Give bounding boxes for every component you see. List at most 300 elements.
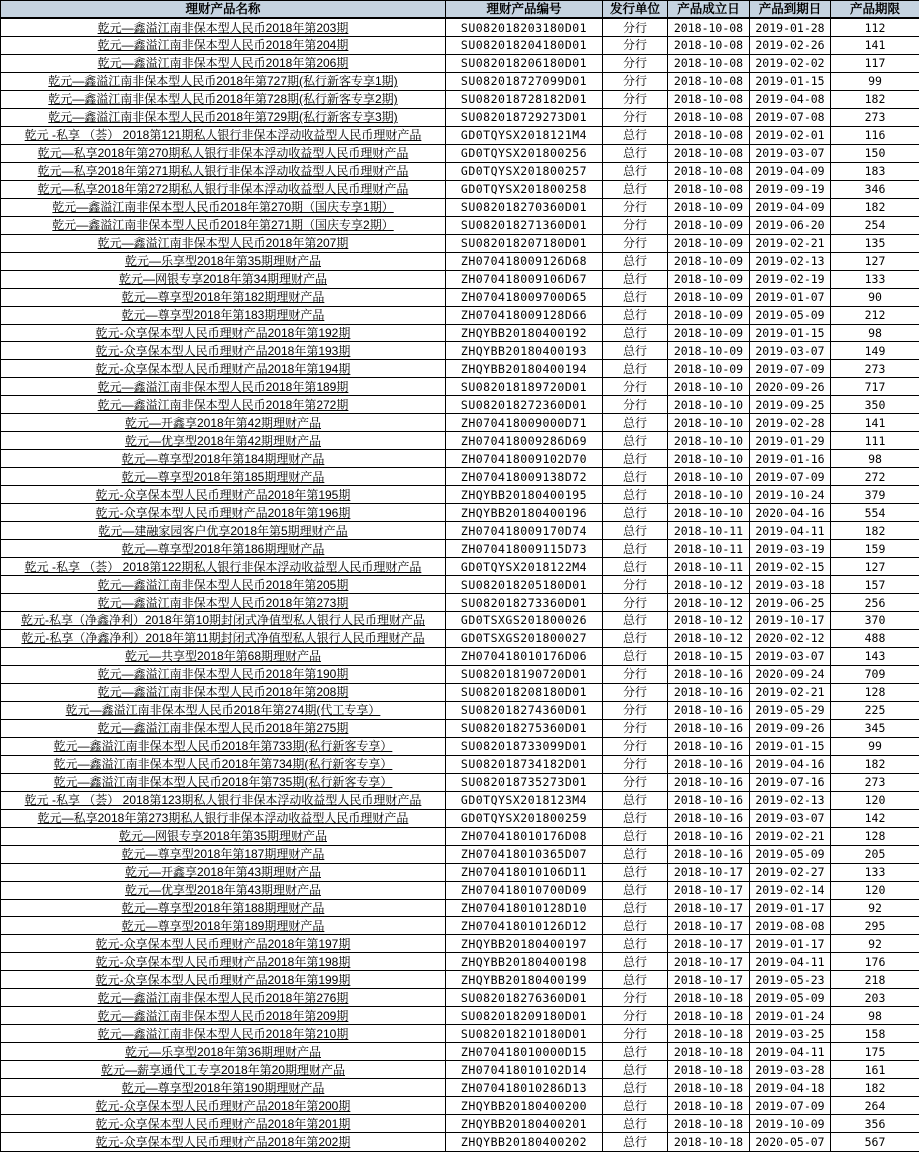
table-row	[1, 647, 919, 665]
product-name-link[interactable]: 乾元—鑫溢江南非保本型人民币2018年第203期	[1, 18, 446, 37]
maturity-date: 2019-01-17	[750, 899, 831, 917]
term-days: 254	[831, 216, 919, 234]
table-header	[1, 1, 919, 19]
issuing-unit: 总行	[603, 863, 668, 881]
product-name-link[interactable]: 乾元—鑫溢江南非保本型人民币2018年第271期（国庆专享2期）	[1, 216, 446, 234]
maturity-date: 2019-05-09	[750, 989, 831, 1007]
product-code: ZHQYBB20180400192	[446, 324, 603, 342]
term-days: 150	[831, 144, 919, 162]
maturity-date: 2019-01-16	[750, 450, 831, 468]
establish-date: 2018-10-18	[668, 1007, 750, 1025]
product-name-link[interactable]: 乾元—鑫溢江南非保本型人民币2018年第272期	[1, 396, 446, 414]
product-name-link[interactable]: 乾元—尊享型2018年第188期理财产品	[1, 899, 446, 917]
table-row	[1, 665, 919, 683]
product-name-link[interactable]: 乾元—鑫溢江南非保本型人民币2018年第728期(私行新客专享2期)	[1, 90, 446, 108]
product-name-link[interactable]: 乾元—开鑫享2018年第42期理财产品	[1, 414, 446, 432]
product-name-link[interactable]: 乾元—网银专享2018年第34期理财产品	[1, 270, 446, 288]
product-name-link[interactable]: 乾元-众享保本型人民币理财产品2018年第198期	[1, 953, 446, 971]
table-row	[1, 504, 919, 522]
term-days: 273	[831, 360, 919, 378]
maturity-date: 2019-06-25	[750, 594, 831, 612]
issuing-unit: 分行	[603, 773, 668, 791]
product-name-link[interactable]: 乾元—鑫溢江南非保本型人民币2018年第209期	[1, 1007, 446, 1025]
term-days: 111	[831, 432, 919, 450]
table-row	[1, 162, 919, 180]
establish-date: 2018-10-16	[668, 809, 750, 827]
term-days: 112	[831, 18, 919, 37]
term-days: 157	[831, 576, 919, 594]
establish-date: 2018-10-09	[668, 360, 750, 378]
product-name-link[interactable]: 乾元—尊享型2018年第184期理财产品	[1, 450, 446, 468]
product-name-link[interactable]: 乾元 -私享 （荟） 2018第121期私人银行非保本浮动收益型人民币理财产品	[1, 126, 446, 144]
establish-date: 2018-10-11	[668, 558, 750, 576]
product-name-link[interactable]: 乾元—尊享型2018年第190期理财产品	[1, 1079, 446, 1097]
product-code: GD0TQYSX201800259	[446, 809, 603, 827]
issuing-unit: 总行	[603, 558, 668, 576]
term-days: 554	[831, 504, 919, 522]
establish-date: 2018-10-10	[668, 468, 750, 486]
product-name-link[interactable]: 乾元 -私享 （荟） 2018第123期私人银行非保本浮动收益型人民币理财产品	[1, 791, 446, 809]
table-row	[1, 396, 919, 414]
table-row	[1, 234, 919, 252]
product-name-link[interactable]: 乾元—鑫溢江南非保本型人民币2018年第727期(私行新客专享1期)	[1, 72, 446, 90]
issuing-unit: 分行	[603, 989, 668, 1007]
maturity-date: 2020-09-26	[750, 378, 831, 396]
issuing-unit: 分行	[603, 37, 668, 55]
product-code: ZHQYBB20180400200	[446, 1097, 603, 1115]
table-row	[1, 414, 919, 432]
table-row	[1, 126, 919, 144]
table-row	[1, 683, 919, 701]
product-name-link[interactable]: 乾元—薪享通代工专享2018年第20期理财产品	[1, 1061, 446, 1079]
issuing-unit: 总行	[603, 486, 668, 504]
establish-date: 2018-10-11	[668, 522, 750, 540]
establish-date: 2018-10-10	[668, 486, 750, 504]
establish-date: 2018-10-18	[668, 1097, 750, 1115]
product-code: SU082018729273D01	[446, 108, 603, 126]
product-code: GD0TQYSX201800258	[446, 180, 603, 198]
establish-date: 2018-10-08	[668, 162, 750, 180]
table-row	[1, 863, 919, 881]
term-days: 356	[831, 1115, 919, 1133]
establish-date: 2018-10-09	[668, 306, 750, 324]
product-name-link[interactable]: 乾元—鑫溢江南非保本型人民币2018年第733期(私行新客专享）	[1, 737, 446, 755]
product-code: SU082018209180D01	[446, 1007, 603, 1025]
product-code: ZHQYBB20180400201	[446, 1115, 603, 1133]
issuing-unit: 总行	[603, 917, 668, 935]
issuing-unit: 总行	[603, 899, 668, 917]
establish-date: 2018-10-16	[668, 737, 750, 755]
term-days: 98	[831, 450, 919, 468]
product-code: ZH070418010365D07	[446, 845, 603, 863]
product-name-link[interactable]: 乾元—私享2018年第273期私人银行非保本浮动收益型人民币理财产品	[1, 809, 446, 827]
maturity-date: 2019-10-24	[750, 486, 831, 504]
product-code: SU082018205180D01	[446, 576, 603, 594]
product-code: ZH070418009106D67	[446, 270, 603, 288]
term-days: 205	[831, 845, 919, 863]
establish-date: 2018-10-10	[668, 432, 750, 450]
table-row	[1, 72, 919, 90]
table-row	[1, 612, 919, 630]
product-name-link[interactable]: 乾元—尊享型2018年第185期理财产品	[1, 468, 446, 486]
maturity-date: 2019-02-21	[750, 827, 831, 845]
product-name-link[interactable]: 乾元—开鑫享2018年第43期理财产品	[1, 863, 446, 881]
establish-date: 2018-10-16	[668, 845, 750, 863]
product-name-link[interactable]: 乾元 -私享 （荟） 2018第122期私人银行非保本浮动收益型人民币理财产品	[1, 558, 446, 576]
product-name-link[interactable]: 乾元-众享保本型人民币理财产品2018年第199期	[1, 971, 446, 989]
table-row	[1, 1043, 919, 1061]
establish-date: 2018-10-08	[668, 144, 750, 162]
product-code: SU082018207180D01	[446, 234, 603, 252]
maturity-date: 2019-01-29	[750, 432, 831, 450]
maturity-date: 2019-03-07	[750, 809, 831, 827]
product-name-link[interactable]: 乾元—鑫溢江南非保本型人民币2018年第206期	[1, 54, 446, 72]
column-header-term-days: 产品期限	[831, 1, 919, 19]
table-row	[1, 1079, 919, 1097]
product-code: SU082018275360D01	[446, 719, 603, 737]
maturity-date: 2020-02-12	[750, 629, 831, 647]
product-name-link[interactable]: 乾元—鑫溢江南非保本型人民币2018年第204期	[1, 37, 446, 55]
issuing-unit: 总行	[603, 1079, 668, 1097]
issuing-unit: 分行	[603, 683, 668, 701]
maturity-date: 2019-03-28	[750, 1061, 831, 1079]
product-name-link[interactable]: 乾元—建融家园客户优享2018年第5期理财产品	[1, 522, 446, 540]
term-days: 133	[831, 270, 919, 288]
issuing-unit: 分行	[603, 234, 668, 252]
product-name-link[interactable]: 乾元—鑫溢江南非保本型人民币2018年第189期	[1, 378, 446, 396]
term-days: 488	[831, 629, 919, 647]
term-days: 135	[831, 234, 919, 252]
product-code: ZH070418010126D12	[446, 917, 603, 935]
table-row	[1, 144, 919, 162]
term-days: 182	[831, 755, 919, 773]
table-row	[1, 216, 919, 234]
product-name-link[interactable]: 乾元-众享保本型人民币理财产品2018年第194期	[1, 360, 446, 378]
term-days: 143	[831, 647, 919, 665]
establish-date: 2018-10-16	[668, 701, 750, 719]
establish-date: 2018-10-18	[668, 1133, 750, 1152]
issuing-unit: 总行	[603, 809, 668, 827]
product-code: ZH070418009102D70	[446, 450, 603, 468]
term-days: 225	[831, 701, 919, 719]
product-name-link[interactable]: 乾元-众享保本型人民币理财产品2018年第195期	[1, 486, 446, 504]
issuing-unit: 总行	[603, 288, 668, 306]
issuing-unit: 分行	[603, 1007, 668, 1025]
maturity-date: 2019-01-07	[750, 288, 831, 306]
product-name-link[interactable]: 乾元—私享2018年第270期私人银行非保本浮动收益型人民币理财产品	[1, 144, 446, 162]
table-row	[1, 755, 919, 773]
term-days: 182	[831, 90, 919, 108]
table-row	[1, 1007, 919, 1025]
product-code: ZHQYBB20180400194	[446, 360, 603, 378]
issuing-unit: 总行	[603, 432, 668, 450]
table-row	[1, 899, 919, 917]
issuing-unit: 分行	[603, 1025, 668, 1043]
product-name-link[interactable]: 乾元—鑫溢江南非保本型人民币2018年第190期	[1, 665, 446, 683]
table-row	[1, 270, 919, 288]
product-code: ZH070418010176D08	[446, 827, 603, 845]
product-code: ZHQYBB20180400195	[446, 486, 603, 504]
maturity-date: 2019-02-02	[750, 54, 831, 72]
maturity-date: 2019-06-20	[750, 216, 831, 234]
product-code: GD0TSXGS201800027	[446, 629, 603, 647]
establish-date: 2018-10-09	[668, 198, 750, 216]
term-days: 116	[831, 126, 919, 144]
maturity-date: 2019-02-28	[750, 414, 831, 432]
product-code: ZH070418010700D09	[446, 881, 603, 899]
establish-date: 2018-10-08	[668, 126, 750, 144]
issuing-unit: 总行	[603, 450, 668, 468]
issuing-unit: 分行	[603, 54, 668, 72]
establish-date: 2018-10-10	[668, 414, 750, 432]
term-days: 379	[831, 486, 919, 504]
product-name-link[interactable]: 乾元—鑫溢江南非保本型人民币2018年第210期	[1, 1025, 446, 1043]
table-row	[1, 1115, 919, 1133]
product-name-link[interactable]: 乾元-私享（净鑫净利）2018年第11期封闭式净值型私人银行人民币理财产品	[1, 629, 446, 647]
product-code: ZHQYBB20180400202	[446, 1133, 603, 1152]
product-name-link[interactable]: 乾元-众享保本型人民币理财产品2018年第202期	[1, 1133, 446, 1152]
maturity-date: 2020-09-24	[750, 665, 831, 683]
product-code: SU082018727099D01	[446, 72, 603, 90]
issuing-unit: 总行	[603, 360, 668, 378]
maturity-date: 2019-05-23	[750, 971, 831, 989]
issuing-unit: 总行	[603, 935, 668, 953]
product-code: ZHQYBB20180400199	[446, 971, 603, 989]
product-code: SU082018733099D01	[446, 737, 603, 755]
product-code: GD0TQYSX2018121M4	[446, 126, 603, 144]
table-row	[1, 540, 919, 558]
establish-date: 2018-10-16	[668, 683, 750, 701]
establish-date: 2018-10-12	[668, 629, 750, 647]
table-row	[1, 576, 919, 594]
establish-date: 2018-10-12	[668, 612, 750, 630]
issuing-unit: 分行	[603, 378, 668, 396]
establish-date: 2018-10-18	[668, 1043, 750, 1061]
product-code: GD0TSXGS201800026	[446, 612, 603, 630]
product-name-link[interactable]: 乾元-众享保本型人民币理财产品2018年第192期	[1, 324, 446, 342]
maturity-date: 2019-04-08	[750, 90, 831, 108]
table-row	[1, 809, 919, 827]
product-code: ZH070418009000D71	[446, 414, 603, 432]
establish-date: 2018-10-10	[668, 450, 750, 468]
term-days: 350	[831, 396, 919, 414]
product-name-link[interactable]: 乾元—尊享型2018年第182期理财产品	[1, 288, 446, 306]
establish-date: 2018-10-11	[668, 540, 750, 558]
maturity-date: 2019-07-08	[750, 108, 831, 126]
product-name-link[interactable]: 乾元—鑫溢江南非保本型人民币2018年第273期	[1, 594, 446, 612]
issuing-unit: 总行	[603, 522, 668, 540]
product-name-link[interactable]: 乾元—乐享型2018年第36期理财产品	[1, 1043, 446, 1061]
product-name-link[interactable]: 乾元—优享型2018年第43期理财产品	[1, 881, 446, 899]
product-name-link[interactable]: 乾元-众享保本型人民币理财产品2018年第200期	[1, 1097, 446, 1115]
table-row	[1, 288, 919, 306]
product-code: ZH070418010102D14	[446, 1061, 603, 1079]
issuing-unit: 总行	[603, 306, 668, 324]
issuing-unit: 总行	[603, 1043, 668, 1061]
product-name-link[interactable]: 乾元—鑫溢江南非保本型人民币2018年第270期（国庆专享1期）	[1, 198, 446, 216]
establish-date: 2018-10-18	[668, 1115, 750, 1133]
product-code: ZH070418009115D73	[446, 540, 603, 558]
table-row	[1, 1025, 919, 1043]
product-code: GD0TQYSX2018123M4	[446, 791, 603, 809]
maturity-date: 2019-09-25	[750, 396, 831, 414]
issuing-unit: 分行	[603, 18, 668, 37]
column-header-issuing-unit: 发行单位	[603, 1, 668, 19]
product-name-link[interactable]: 乾元—私享2018年第272期私人银行非保本浮动收益型人民币理财产品	[1, 180, 446, 198]
product-name-link[interactable]: 乾元—尊享型2018年第186期理财产品	[1, 540, 446, 558]
product-name-link[interactable]: 乾元—鑫溢江南非保本型人民币2018年第735期(私行新客专享）	[1, 773, 446, 791]
maturity-date: 2019-07-09	[750, 1097, 831, 1115]
product-name-link[interactable]: 乾元-众享保本型人民币理财产品2018年第196期	[1, 504, 446, 522]
term-days: 182	[831, 522, 919, 540]
product-code: GD0TQYSX201800256	[446, 144, 603, 162]
issuing-unit: 总行	[603, 144, 668, 162]
table-row	[1, 252, 919, 270]
table-row	[1, 827, 919, 845]
issuing-unit: 总行	[603, 540, 668, 558]
establish-date: 2018-10-08	[668, 37, 750, 55]
product-code: ZHQYBB20180400198	[446, 953, 603, 971]
establish-date: 2018-10-09	[668, 216, 750, 234]
maturity-date: 2019-04-11	[750, 522, 831, 540]
product-name-link[interactable]: 乾元—鑫溢江南非保本型人民币2018年第208期	[1, 683, 446, 701]
issuing-unit: 分行	[603, 719, 668, 737]
term-days: 567	[831, 1133, 919, 1152]
product-code: ZHQYBB20180400197	[446, 935, 603, 953]
issuing-unit: 分行	[603, 198, 668, 216]
maturity-date: 2019-07-09	[750, 468, 831, 486]
product-name-link[interactable]: 乾元—鑫溢江南非保本型人民币2018年第205期	[1, 576, 446, 594]
product-code: ZH070418010176D06	[446, 647, 603, 665]
maturity-date: 2019-09-19	[750, 180, 831, 198]
establish-date: 2018-10-16	[668, 755, 750, 773]
issuing-unit: 分行	[603, 594, 668, 612]
establish-date: 2018-10-16	[668, 773, 750, 791]
product-name-link[interactable]: 乾元—共享型2018年第68期理财产品	[1, 647, 446, 665]
issuing-unit: 总行	[603, 270, 668, 288]
table-row	[1, 486, 919, 504]
product-name-link[interactable]: 乾元—尊享型2018年第189期理财产品	[1, 917, 446, 935]
product-name-link[interactable]: 乾元-私享（净鑫净利）2018年第10期封闭式净值型私人银行人民币理财产品	[1, 612, 446, 630]
term-days: 98	[831, 1007, 919, 1025]
term-days: 175	[831, 1043, 919, 1061]
product-name-link[interactable]: 乾元-众享保本型人民币理财产品2018年第193期	[1, 342, 446, 360]
product-name-link[interactable]: 乾元—优享型2018年第42期理财产品	[1, 432, 446, 450]
product-name-link[interactable]: 乾元—鑫溢江南非保本型人民币2018年第274期(代工专享）	[1, 701, 446, 719]
product-name-link[interactable]: 乾元—尊享型2018年第187期理财产品	[1, 845, 446, 863]
issuing-unit: 总行	[603, 881, 668, 899]
product-code: ZH070418009286D69	[446, 432, 603, 450]
maturity-date: 2019-02-19	[750, 270, 831, 288]
issuing-unit: 总行	[603, 324, 668, 342]
maturity-date: 2019-03-07	[750, 144, 831, 162]
product-code: ZH070418010286D13	[446, 1079, 603, 1097]
term-days: 90	[831, 288, 919, 306]
issuing-unit: 总行	[603, 791, 668, 809]
term-days: 709	[831, 665, 919, 683]
term-days: 295	[831, 917, 919, 935]
product-code: SU082018206180D01	[446, 54, 603, 72]
maturity-date: 2020-05-07	[750, 1133, 831, 1152]
issuing-unit: 总行	[603, 1133, 668, 1152]
product-code: ZH070418009700D65	[446, 288, 603, 306]
maturity-date: 2019-09-26	[750, 719, 831, 737]
product-code: SU082018203180D01	[446, 18, 603, 37]
issuing-unit: 总行	[603, 126, 668, 144]
maturity-date: 2019-02-13	[750, 252, 831, 270]
table-row	[1, 450, 919, 468]
table-row	[1, 935, 919, 953]
maturity-date: 2019-05-09	[750, 306, 831, 324]
product-name-link[interactable]: 乾元—鑫溢江南非保本型人民币2018年第734期(私行新客专享）	[1, 755, 446, 773]
maturity-date: 2019-08-08	[750, 917, 831, 935]
table-row	[1, 917, 919, 935]
issuing-unit: 分行	[603, 396, 668, 414]
maturity-date: 2019-02-26	[750, 37, 831, 55]
term-days: 161	[831, 1061, 919, 1079]
column-header-establish-date: 产品成立日	[668, 1, 750, 19]
issuing-unit: 分行	[603, 108, 668, 126]
maturity-date: 2019-04-16	[750, 755, 831, 773]
establish-date: 2018-10-08	[668, 108, 750, 126]
product-name-link[interactable]: 乾元—鑫溢江南非保本型人民币2018年第729期(私行新客专享3期)	[1, 108, 446, 126]
table-row	[1, 773, 919, 791]
product-code: SU082018272360D01	[446, 396, 603, 414]
term-days: 182	[831, 1079, 919, 1097]
establish-date: 2018-10-17	[668, 881, 750, 899]
maturity-date: 2019-02-01	[750, 126, 831, 144]
product-name-link[interactable]: 乾元—网银专享2018年第35期理财产品	[1, 827, 446, 845]
product-name-link[interactable]: 乾元-众享保本型人民币理财产品2018年第201期	[1, 1115, 446, 1133]
product-name-link[interactable]: 乾元—乐享型2018年第35期理财产品	[1, 252, 446, 270]
maturity-date: 2020-04-16	[750, 504, 831, 522]
product-name-link[interactable]: 乾元—鑫溢江南非保本型人民币2018年第275期	[1, 719, 446, 737]
product-code: SU082018728182D01	[446, 90, 603, 108]
table-row	[1, 701, 919, 719]
product-name-link[interactable]: 乾元—私享2018年第271期私人银行非保本浮动收益型人民币理财产品	[1, 162, 446, 180]
maturity-date: 2019-01-17	[750, 935, 831, 953]
issuing-unit: 分行	[603, 576, 668, 594]
establish-date: 2018-10-09	[668, 252, 750, 270]
product-code: SU082018735273D01	[446, 773, 603, 791]
table-row	[1, 558, 919, 576]
establish-date: 2018-10-16	[668, 665, 750, 683]
product-name-link[interactable]: 乾元—尊享型2018年第183期理财产品	[1, 306, 446, 324]
term-days: 182	[831, 198, 919, 216]
product-code: ZH070418009128D66	[446, 306, 603, 324]
term-days: 264	[831, 1097, 919, 1115]
maturity-date: 2019-02-27	[750, 863, 831, 881]
term-days: 159	[831, 540, 919, 558]
issuing-unit: 总行	[603, 1115, 668, 1133]
establish-date: 2018-10-08	[668, 90, 750, 108]
product-code: ZH070418010128D10	[446, 899, 603, 917]
establish-date: 2018-10-17	[668, 953, 750, 971]
maturity-date: 2019-02-13	[750, 791, 831, 809]
table-row	[1, 180, 919, 198]
product-code: SU082018208180D01	[446, 683, 603, 701]
product-name-link[interactable]: 乾元—鑫溢江南非保本型人民币2018年第276期	[1, 989, 446, 1007]
establish-date: 2018-10-17	[668, 935, 750, 953]
issuing-unit: 总行	[603, 629, 668, 647]
establish-date: 2018-10-17	[668, 917, 750, 935]
product-name-link[interactable]: 乾元-众享保本型人民币理财产品2018年第197期	[1, 935, 446, 953]
product-name-link[interactable]: 乾元—鑫溢江南非保本型人民币2018年第207期	[1, 234, 446, 252]
product-code: SU082018210180D01	[446, 1025, 603, 1043]
product-code: ZHQYBB20180400196	[446, 504, 603, 522]
establish-date: 2018-10-12	[668, 576, 750, 594]
table-row	[1, 845, 919, 863]
